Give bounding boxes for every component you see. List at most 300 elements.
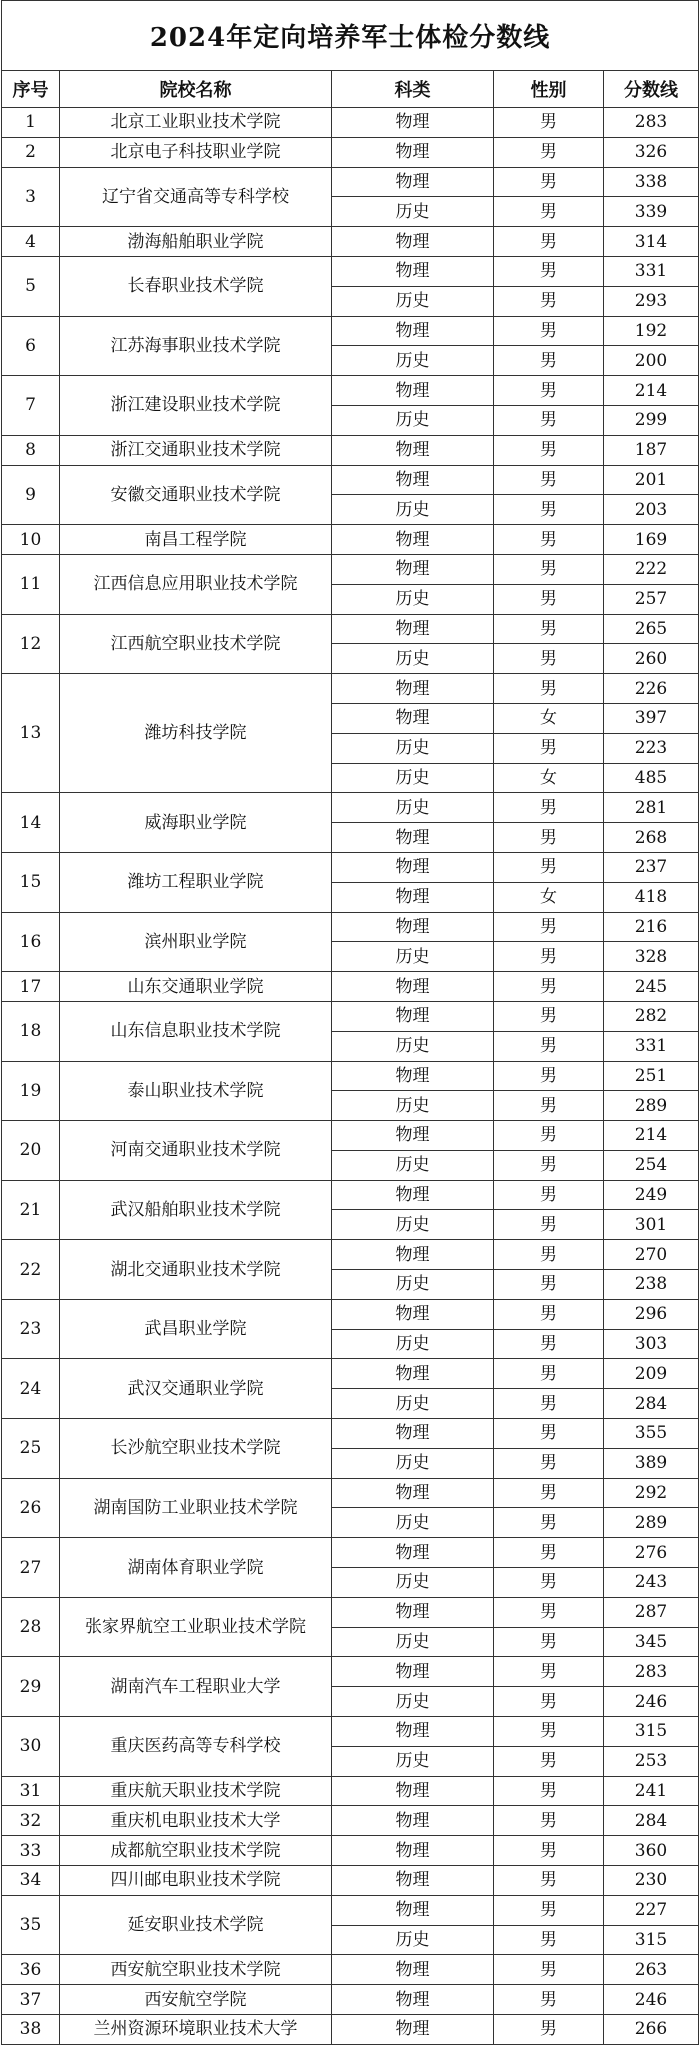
score-cell: 237 xyxy=(604,852,699,882)
school-number: 31 xyxy=(2,1776,60,1806)
school-number: 4 xyxy=(2,227,60,257)
gender-cell: 男 xyxy=(494,1836,604,1866)
gender-cell: 男 xyxy=(494,972,604,1002)
school-number: 23 xyxy=(2,1299,60,1359)
gender-cell: 男 xyxy=(494,495,604,525)
school-number: 30 xyxy=(2,1717,60,1777)
score-cell: 263 xyxy=(604,1955,699,1985)
school-name: 北京工业职业技术学院 xyxy=(60,108,332,138)
school-number: 3 xyxy=(2,167,60,227)
school-name: 长春职业技术学院 xyxy=(60,256,332,316)
subject-cell: 物理 xyxy=(332,1597,494,1627)
school-name: 辽宁省交通高等专科学校 xyxy=(60,167,332,227)
score-cell: 281 xyxy=(604,793,699,823)
subject-cell: 历史 xyxy=(332,495,494,525)
school-number: 14 xyxy=(2,793,60,853)
school-name: 江西信息应用职业技术学院 xyxy=(60,554,332,614)
subject-cell: 历史 xyxy=(332,1031,494,1061)
gender-cell: 男 xyxy=(494,554,604,584)
score-cell: 257 xyxy=(604,584,699,614)
subject-cell: 历史 xyxy=(332,1627,494,1657)
school-name: 安徽交通职业技术学院 xyxy=(60,465,332,525)
score-cell: 331 xyxy=(604,256,699,286)
gender-cell: 男 xyxy=(494,823,604,853)
subject-cell: 物理 xyxy=(332,1955,494,1985)
table-row xyxy=(2,1180,699,1210)
col-header-gender: 性别 xyxy=(494,71,604,108)
subject-cell: 历史 xyxy=(332,1329,494,1359)
subject-cell: 历史 xyxy=(332,1448,494,1478)
school-name: 山东信息职业技术学院 xyxy=(60,1001,332,1061)
score-cell: 292 xyxy=(604,1478,699,1508)
table-row xyxy=(2,167,699,197)
subject-cell: 物理 xyxy=(332,1657,494,1687)
school-name: 西安航空学院 xyxy=(60,1985,332,2015)
subject-cell: 历史 xyxy=(332,1150,494,1180)
gender-cell: 男 xyxy=(494,1299,604,1329)
table-row xyxy=(2,1836,699,1866)
subject-cell: 物理 xyxy=(332,1776,494,1806)
gender-cell: 男 xyxy=(494,1091,604,1121)
school-name: 重庆航天职业技术学院 xyxy=(60,1776,332,1806)
score-cell: 246 xyxy=(604,1687,699,1717)
gender-cell: 男 xyxy=(494,1568,604,1598)
table-row xyxy=(2,1240,699,1270)
gender-cell: 男 xyxy=(494,435,604,465)
school-name: 江苏海事职业技术学院 xyxy=(60,316,332,376)
gender-cell: 男 xyxy=(494,137,604,167)
gender-cell: 男 xyxy=(494,1389,604,1419)
gender-cell: 男 xyxy=(494,1717,604,1747)
school-number: 1 xyxy=(2,108,60,138)
subject-cell: 物理 xyxy=(332,256,494,286)
subject-cell: 物理 xyxy=(332,1180,494,1210)
score-cell: 203 xyxy=(604,495,699,525)
table-row xyxy=(2,1806,699,1836)
school-name: 湖北交通职业技术学院 xyxy=(60,1240,332,1300)
gender-cell: 男 xyxy=(494,942,604,972)
school-name: 潍坊工程职业学院 xyxy=(60,852,332,912)
subject-cell: 历史 xyxy=(332,763,494,793)
gender-cell: 男 xyxy=(494,1627,604,1657)
gender-cell: 男 xyxy=(494,525,604,555)
gender-cell: 男 xyxy=(494,733,604,763)
subject-cell: 物理 xyxy=(332,1121,494,1151)
school-number: 6 xyxy=(2,316,60,376)
school-name: 兰州资源环境职业技术大学 xyxy=(60,2015,332,2045)
school-number: 19 xyxy=(2,1061,60,1121)
table-row xyxy=(2,1985,699,2015)
school-number: 26 xyxy=(2,1478,60,1538)
table-row xyxy=(2,852,699,882)
score-cell: 287 xyxy=(604,1597,699,1627)
subject-cell: 历史 xyxy=(332,1746,494,1776)
gender-cell: 男 xyxy=(494,346,604,376)
score-cell: 314 xyxy=(604,227,699,257)
school-name: 张家界航空工业职业技术学院 xyxy=(60,1597,332,1657)
school-number: 35 xyxy=(2,1895,60,1955)
gender-cell: 男 xyxy=(494,674,604,704)
score-cell: 245 xyxy=(604,972,699,1002)
subject-cell: 物理 xyxy=(332,823,494,853)
table-row xyxy=(2,1121,699,1151)
school-name: 重庆医药高等专科学校 xyxy=(60,1717,332,1777)
gender-cell: 男 xyxy=(494,405,604,435)
score-cell: 284 xyxy=(604,1806,699,1836)
school-number: 22 xyxy=(2,1240,60,1300)
score-cell: 254 xyxy=(604,1150,699,1180)
score-cell: 187 xyxy=(604,435,699,465)
score-cell: 355 xyxy=(604,1419,699,1449)
subject-cell: 物理 xyxy=(332,1061,494,1091)
subject-cell: 物理 xyxy=(332,1419,494,1449)
school-name: 江西航空职业技术学院 xyxy=(60,614,332,674)
score-cell: 276 xyxy=(604,1538,699,1568)
col-header-score: 分数线 xyxy=(604,71,699,108)
gender-cell: 男 xyxy=(494,1001,604,1031)
gender-cell: 男 xyxy=(494,912,604,942)
gender-cell: 男 xyxy=(494,1478,604,1508)
gender-cell: 女 xyxy=(494,703,604,733)
table-row xyxy=(2,435,699,465)
gender-cell: 男 xyxy=(494,1866,604,1896)
table-row xyxy=(2,1061,699,1091)
gender-cell: 男 xyxy=(494,1657,604,1687)
gender-cell: 男 xyxy=(494,167,604,197)
school-number: 38 xyxy=(2,2015,60,2045)
score-cell: 289 xyxy=(604,1091,699,1121)
table-row xyxy=(2,465,699,495)
score-cell: 301 xyxy=(604,1210,699,1240)
score-cell: 315 xyxy=(604,1717,699,1747)
school-number: 11 xyxy=(2,554,60,614)
gender-cell: 男 xyxy=(494,1061,604,1091)
table-row xyxy=(2,1657,699,1687)
subject-cell: 物理 xyxy=(332,1717,494,1747)
table-row xyxy=(2,972,699,1002)
score-cell: 283 xyxy=(604,1657,699,1687)
subject-cell: 物理 xyxy=(332,554,494,584)
subject-cell: 历史 xyxy=(332,942,494,972)
school-number: 33 xyxy=(2,1836,60,1866)
header-row xyxy=(2,71,699,108)
subject-cell: 物理 xyxy=(332,376,494,406)
gender-cell: 男 xyxy=(494,852,604,882)
school-name: 成都航空职业技术学院 xyxy=(60,1836,332,1866)
gender-cell: 男 xyxy=(494,584,604,614)
score-cell: 284 xyxy=(604,1389,699,1419)
score-cell: 209 xyxy=(604,1359,699,1389)
score-cell: 389 xyxy=(604,1448,699,1478)
table-row xyxy=(2,2015,699,2045)
score-cell: 192 xyxy=(604,316,699,346)
school-number: 25 xyxy=(2,1419,60,1479)
table-row xyxy=(2,1538,699,1568)
school-name: 山东交通职业学院 xyxy=(60,972,332,1002)
subject-cell: 历史 xyxy=(332,733,494,763)
subject-cell: 物理 xyxy=(332,2015,494,2045)
score-cell: 485 xyxy=(604,763,699,793)
school-number: 29 xyxy=(2,1657,60,1717)
score-cell: 201 xyxy=(604,465,699,495)
subject-cell: 物理 xyxy=(332,1359,494,1389)
school-number: 12 xyxy=(2,614,60,674)
gender-cell: 男 xyxy=(494,376,604,406)
gender-cell: 男 xyxy=(494,793,604,823)
subject-cell: 历史 xyxy=(332,1568,494,1598)
subject-cell: 物理 xyxy=(332,1478,494,1508)
score-cell: 241 xyxy=(604,1776,699,1806)
subject-cell: 物理 xyxy=(332,1299,494,1329)
school-number: 2 xyxy=(2,137,60,167)
subject-cell: 历史 xyxy=(332,644,494,674)
subject-cell: 物理 xyxy=(332,525,494,555)
school-number: 7 xyxy=(2,376,60,436)
table-row xyxy=(2,1717,699,1747)
school-name: 浙江建设职业技术学院 xyxy=(60,376,332,436)
gender-cell: 男 xyxy=(494,1121,604,1151)
score-cell: 360 xyxy=(604,1836,699,1866)
gender-cell: 男 xyxy=(494,1270,604,1300)
gender-cell: 男 xyxy=(494,1448,604,1478)
school-number: 9 xyxy=(2,465,60,525)
table-row xyxy=(2,227,699,257)
gender-cell: 男 xyxy=(494,1150,604,1180)
score-cell: 200 xyxy=(604,346,699,376)
gender-cell: 男 xyxy=(494,316,604,346)
col-header-no: 序号 xyxy=(2,71,60,108)
gender-cell: 男 xyxy=(494,1687,604,1717)
table-row xyxy=(2,1359,699,1389)
subject-cell: 物理 xyxy=(332,972,494,1002)
school-number: 5 xyxy=(2,256,60,316)
score-cell: 226 xyxy=(604,674,699,704)
subject-cell: 物理 xyxy=(332,1836,494,1866)
subject-cell: 历史 xyxy=(332,1091,494,1121)
gender-cell: 男 xyxy=(494,1180,604,1210)
subject-cell: 物理 xyxy=(332,1001,494,1031)
gender-cell: 男 xyxy=(494,286,604,316)
score-cell: 397 xyxy=(604,703,699,733)
gender-cell: 男 xyxy=(494,1776,604,1806)
score-cell: 265 xyxy=(604,614,699,644)
score-cell: 222 xyxy=(604,554,699,584)
subject-cell: 物理 xyxy=(332,703,494,733)
school-name: 湖南体育职业学院 xyxy=(60,1538,332,1598)
subject-cell: 物理 xyxy=(332,227,494,257)
score-cell: 238 xyxy=(604,1270,699,1300)
gender-cell: 男 xyxy=(494,1419,604,1449)
score-cell: 289 xyxy=(604,1508,699,1538)
score-cell: 338 xyxy=(604,167,699,197)
school-number: 20 xyxy=(2,1121,60,1181)
score-cell: 283 xyxy=(604,108,699,138)
gender-cell: 男 xyxy=(494,256,604,286)
score-cell: 260 xyxy=(604,644,699,674)
gender-cell: 男 xyxy=(494,1985,604,2015)
score-cell: 293 xyxy=(604,286,699,316)
subject-cell: 历史 xyxy=(332,346,494,376)
subject-cell: 物理 xyxy=(332,108,494,138)
gender-cell: 男 xyxy=(494,614,604,644)
gender-cell: 男 xyxy=(494,1955,604,1985)
subject-cell: 历史 xyxy=(332,1210,494,1240)
table-row xyxy=(2,554,699,584)
table-row xyxy=(2,376,699,406)
school-number: 16 xyxy=(2,912,60,972)
table-row xyxy=(2,1776,699,1806)
subject-cell: 历史 xyxy=(332,1389,494,1419)
score-cell: 243 xyxy=(604,1568,699,1598)
gender-cell: 男 xyxy=(494,644,604,674)
table-row xyxy=(2,108,699,138)
subject-cell: 历史 xyxy=(332,1925,494,1955)
score-cell: 253 xyxy=(604,1746,699,1776)
school-name: 浙江交通职业技术学院 xyxy=(60,435,332,465)
gender-cell: 男 xyxy=(494,1895,604,1925)
table-row xyxy=(2,1895,699,1925)
table-row xyxy=(2,1597,699,1627)
school-number: 10 xyxy=(2,525,60,555)
school-name: 北京电子科技职业学院 xyxy=(60,137,332,167)
school-name: 延安职业技术学院 xyxy=(60,1895,332,1955)
score-cell: 214 xyxy=(604,376,699,406)
school-number: 27 xyxy=(2,1538,60,1598)
school-name: 泰山职业技术学院 xyxy=(60,1061,332,1121)
score-cell: 282 xyxy=(604,1001,699,1031)
subject-cell: 物理 xyxy=(332,435,494,465)
gender-cell: 男 xyxy=(494,1597,604,1627)
score-cell: 227 xyxy=(604,1895,699,1925)
subject-cell: 物理 xyxy=(332,1985,494,2015)
school-number: 37 xyxy=(2,1985,60,2015)
subject-cell: 物理 xyxy=(332,614,494,644)
gender-cell: 男 xyxy=(494,2015,604,2045)
school-number: 13 xyxy=(2,674,60,793)
gender-cell: 女 xyxy=(494,763,604,793)
school-name: 河南交通职业技术学院 xyxy=(60,1121,332,1181)
subject-cell: 历史 xyxy=(332,1270,494,1300)
subject-cell: 物理 xyxy=(332,1866,494,1896)
school-name: 重庆机电职业技术大学 xyxy=(60,1806,332,1836)
gender-cell: 男 xyxy=(494,1210,604,1240)
subject-cell: 物理 xyxy=(332,1538,494,1568)
school-name: 滨州职业学院 xyxy=(60,912,332,972)
school-number: 34 xyxy=(2,1866,60,1896)
table-row xyxy=(2,256,699,286)
table-row xyxy=(2,525,699,555)
score-cell: 339 xyxy=(604,197,699,227)
score-cell: 249 xyxy=(604,1180,699,1210)
subject-cell: 物理 xyxy=(332,1895,494,1925)
gender-cell: 男 xyxy=(494,227,604,257)
score-cell: 418 xyxy=(604,882,699,912)
school-number: 21 xyxy=(2,1180,60,1240)
school-name: 武汉船舶职业技术学院 xyxy=(60,1180,332,1240)
table-row xyxy=(2,1299,699,1329)
score-cell: 216 xyxy=(604,912,699,942)
school-name: 湖南国防工业职业技术学院 xyxy=(60,1478,332,1538)
table-row xyxy=(2,674,699,704)
table-row xyxy=(2,1478,699,1508)
gender-cell: 男 xyxy=(494,465,604,495)
school-number: 28 xyxy=(2,1597,60,1657)
table-row xyxy=(2,1419,699,1449)
school-name: 长沙航空职业技术学院 xyxy=(60,1419,332,1479)
gender-cell: 男 xyxy=(494,1746,604,1776)
score-cell: 315 xyxy=(604,1925,699,1955)
score-cell: 230 xyxy=(604,1866,699,1896)
score-cell: 270 xyxy=(604,1240,699,1270)
gender-cell: 男 xyxy=(494,1508,604,1538)
school-number: 15 xyxy=(2,852,60,912)
subject-cell: 物理 xyxy=(332,1806,494,1836)
table-row xyxy=(2,912,699,942)
table-body xyxy=(2,108,699,2045)
table-row xyxy=(2,793,699,823)
col-header-school: 院校名称 xyxy=(60,71,332,108)
table-row xyxy=(2,614,699,644)
school-name: 武昌职业学院 xyxy=(60,1299,332,1359)
subject-cell: 物理 xyxy=(332,316,494,346)
score-cell: 246 xyxy=(604,1985,699,2015)
table-row xyxy=(2,1866,699,1896)
table-row xyxy=(2,316,699,346)
score-cell: 328 xyxy=(604,942,699,972)
table-row xyxy=(2,1955,699,1985)
subject-cell: 物理 xyxy=(332,882,494,912)
score-cell: 169 xyxy=(604,525,699,555)
subject-cell: 物理 xyxy=(332,912,494,942)
gender-cell: 男 xyxy=(494,1031,604,1061)
school-number: 17 xyxy=(2,972,60,1002)
subject-cell: 物理 xyxy=(332,167,494,197)
gender-cell: 男 xyxy=(494,1329,604,1359)
school-name: 南昌工程学院 xyxy=(60,525,332,555)
subject-cell: 历史 xyxy=(332,1508,494,1538)
gender-cell: 男 xyxy=(494,1240,604,1270)
gender-cell: 男 xyxy=(494,1806,604,1836)
score-cell: 331 xyxy=(604,1031,699,1061)
gender-cell: 男 xyxy=(494,1359,604,1389)
subject-cell: 物理 xyxy=(332,137,494,167)
subject-cell: 历史 xyxy=(332,405,494,435)
table-row xyxy=(2,1001,699,1031)
score-cell: 251 xyxy=(604,1061,699,1091)
score-cell: 303 xyxy=(604,1329,699,1359)
subject-cell: 历史 xyxy=(332,286,494,316)
school-number: 32 xyxy=(2,1806,60,1836)
subject-cell: 物理 xyxy=(332,465,494,495)
subject-cell: 历史 xyxy=(332,197,494,227)
col-header-subject: 科类 xyxy=(332,71,494,108)
school-name: 四川邮电职业技术学院 xyxy=(60,1866,332,1896)
school-number: 8 xyxy=(2,435,60,465)
subject-cell: 物理 xyxy=(332,852,494,882)
subject-cell: 物理 xyxy=(332,674,494,704)
school-number: 36 xyxy=(2,1955,60,1985)
school-name: 武汉交通职业学院 xyxy=(60,1359,332,1419)
page-title: 2024年定向培养军士体检分数线 xyxy=(2,1,699,71)
score-cell: 214 xyxy=(604,1121,699,1151)
gender-cell: 男 xyxy=(494,1925,604,1955)
gender-cell: 男 xyxy=(494,108,604,138)
score-cell: 296 xyxy=(604,1299,699,1329)
subject-cell: 历史 xyxy=(332,584,494,614)
school-name: 西安航空职业技术学院 xyxy=(60,1955,332,1985)
school-name: 湖南汽车工程职业大学 xyxy=(60,1657,332,1717)
school-number: 18 xyxy=(2,1001,60,1061)
